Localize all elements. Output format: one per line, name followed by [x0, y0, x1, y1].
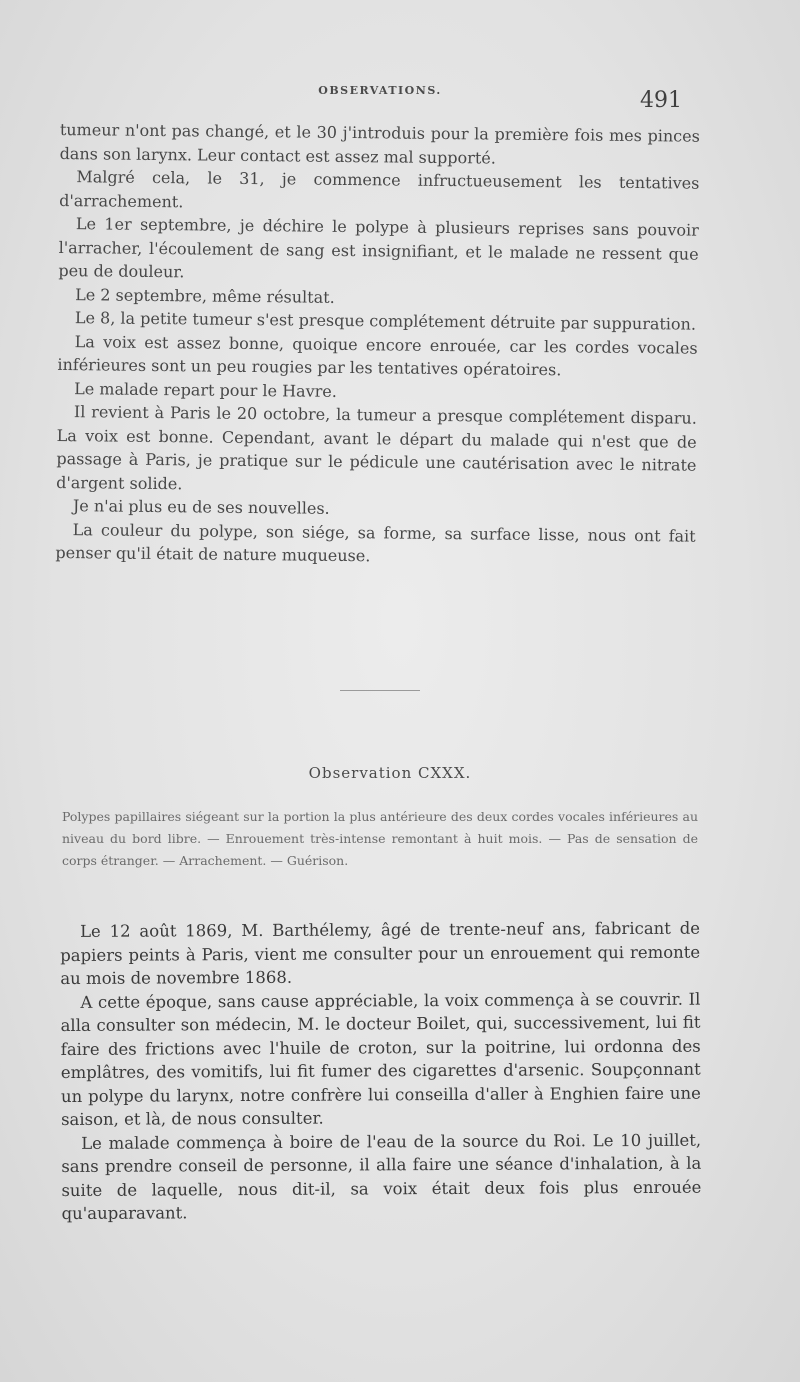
observation-case-text: [60, 917, 702, 1226]
observation-summary: [62, 806, 698, 872]
page-header: [0, 82, 800, 112]
paragraph: Malgré cela, le 31, je commence infructueusement les tentatives d'arrachement.: [59, 167, 700, 211]
paragraph: Le 2 septembre, même résultat.: [75, 284, 335, 307]
paragraph: La couleur du polype, son siége, sa forme, sa surface lisse, nous ont fait penser qu'il était de nature muqueuse.: [55, 519, 696, 566]
paragraph: tumeur n'ont pas changé, et le 30 j'introduis pour la première fois mes pinces dans son larynx. Leur contact est assez mal supporté.: [59, 119, 700, 168]
running-title: OBSERVATIONS.: [318, 84, 442, 97]
paragraph: A cette époque, sans cause appréciable, la voix commença à se couvrir. Il alla consulter son médecin, M. le docteur Boilet, qui, successivement, lui fit faire des frictions avec l'huile de croton, sur la poitrine, lui ordonna des emplâtres, des vomitifs, lui fit fumer des cigarettes d'arsenic. Soupçonnant un polype du larynx, notre confrère lui conseilla d'aller à Enghien faire une saison, et là, de nous consulter.: [60, 989, 701, 1129]
observation-title: Observation CXXX.: [308, 764, 472, 782]
paragraph: Je n'ai plus eu de ses nouvelles.: [72, 496, 330, 518]
summary-text: Polypes papillaires siégeant sur la portion la plus antérieure des deux cordes vocales inférieures au niveau du bord libre. — Enrouement très-intense remontant à huit mois. — Pas de sensation de corps étranger. — Arrachement. — Guérison.: [62, 809, 698, 868]
paragraph: Il revient à Paris le 20 octobre, la tumeur a presque complétement disparu. La voix est bonne. Cependant, avant le départ du malade qui n'est que de passage à Paris, je pratique sur le pédicule une cautérisation avec le nitrate d'argent solide.: [56, 402, 697, 493]
continued-case-text: [55, 118, 700, 571]
paragraph: La voix est assez bonne, quoique encore enrouée, car les cordes vocales inférieures sont un peu rougies par les tentatives opératoires.: [57, 331, 698, 380]
paragraph: Le 1er septembre, je déchire le polype à plusieurs reprises sans pouvoir l'arracher, l'écoulement de sang est insignifiant, et le malade ne ressent que peu de douleur.: [58, 214, 699, 282]
paragraph: Le malade repart pour le Havre.: [74, 378, 337, 401]
paragraph: Le malade commença à boire de l'eau de la source du Roi. Le 10 juillet, sans prendre conseil de personne, il alla faire une séance d'inhalation, à la suite de laquelle, nous dit-il, sa voix était deux fois plus enrouée qu'auparavant.: [61, 1130, 702, 1223]
page-number: 491: [640, 88, 682, 113]
paragraph: Le 8, la petite tumeur s'est presque complétement détruite par suppuration.: [74, 308, 697, 334]
section-divider: [340, 690, 420, 691]
paragraph: Le 12 août 1869, M. Barthélemy, âgé de trente-neuf ans, fabricant de papiers peints à Paris, vient me consulter pour un enrouement qui remonte au mois de novembre 1868.: [60, 918, 701, 988]
